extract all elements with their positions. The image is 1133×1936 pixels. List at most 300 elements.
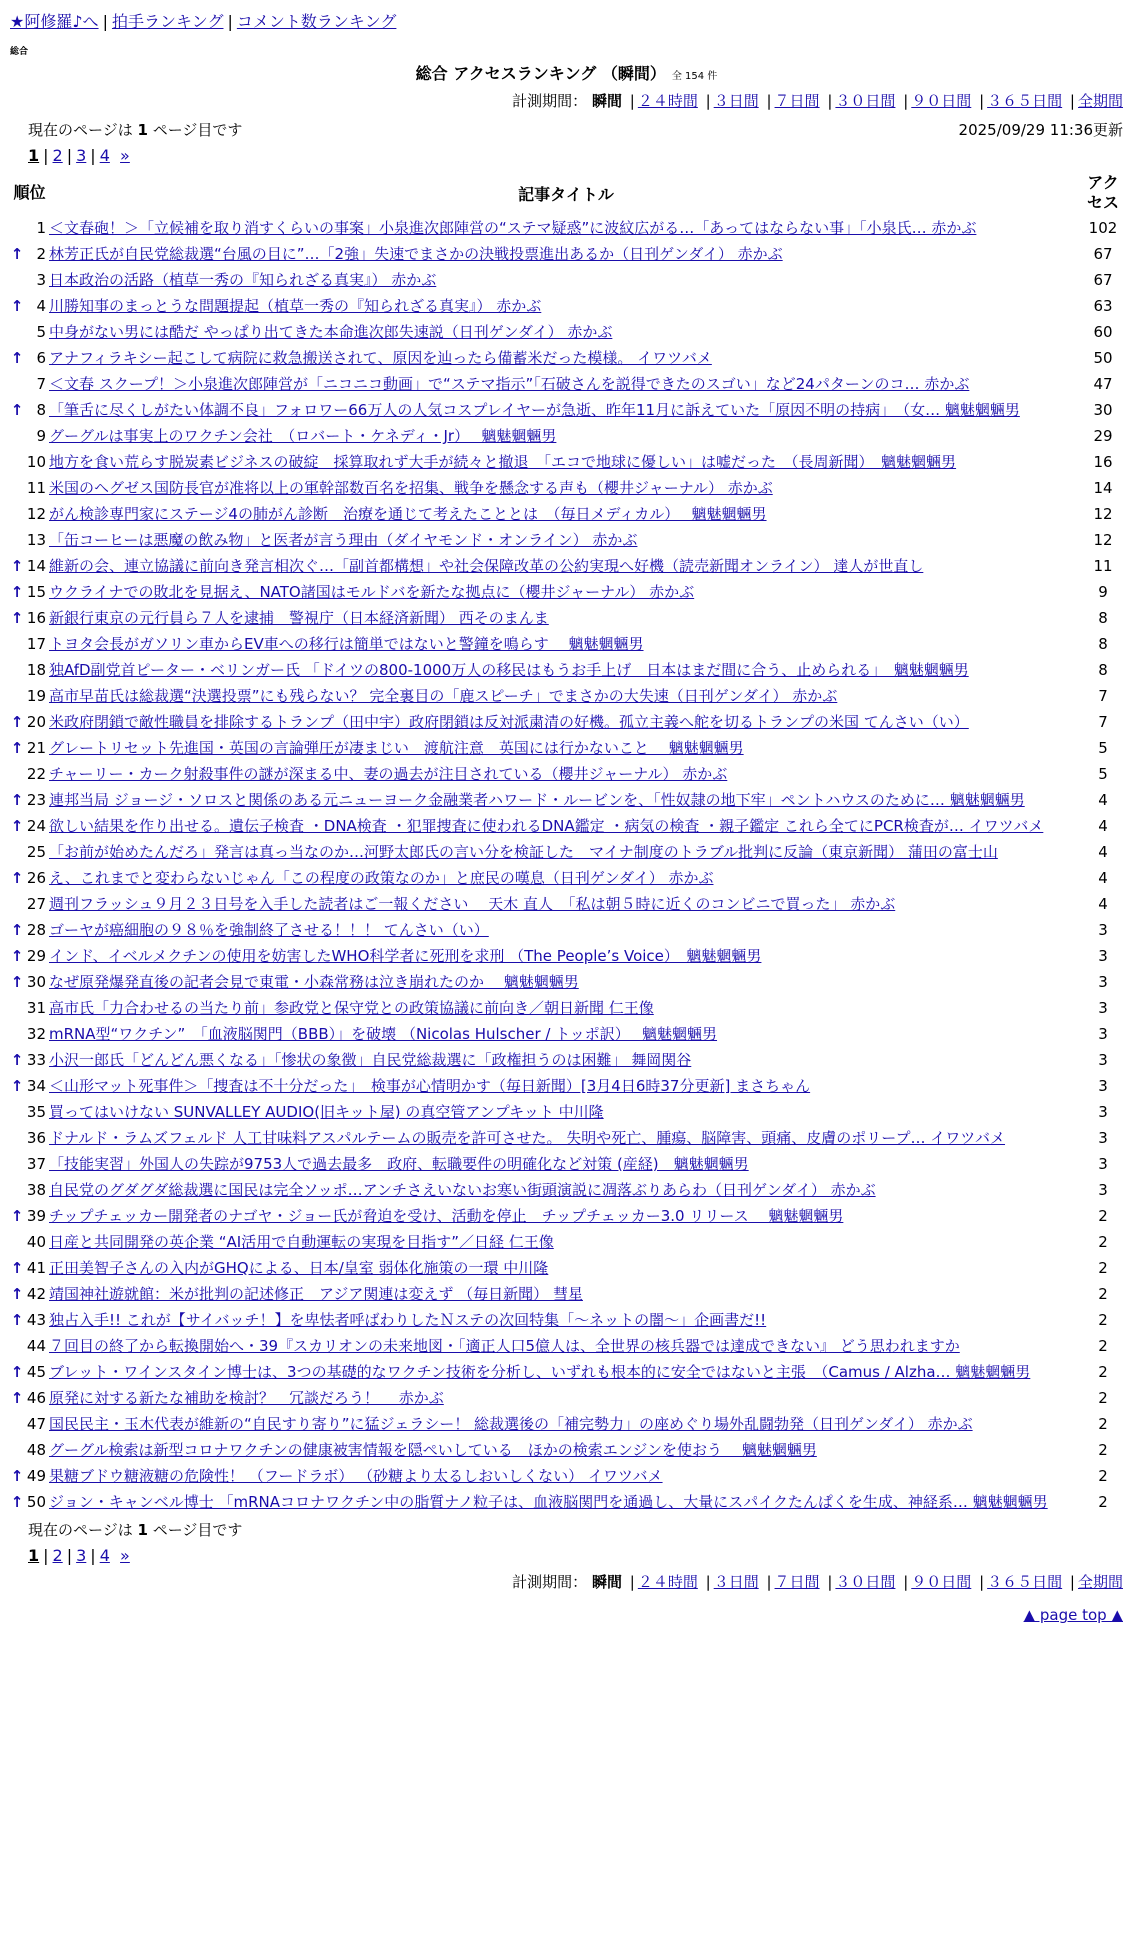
rank-change-cell — [10, 1489, 24, 1515]
article-link[interactable]: 正田美智子さんの入内がGHQによる、日本/皇室 弱体化施策の一環 中川隆 — [49, 1259, 549, 1277]
access-count: 4 — [1098, 791, 1108, 809]
rank-change-cell — [10, 241, 24, 267]
article-link[interactable]: 買ってはいけない SUNVALLEY AUDIO(旧キット屋) の真空管アンプキット 中川隆 — [49, 1103, 604, 1121]
article-link[interactable]: 米政府閉鎖で敵性職員を排除するトランプ（田中宇）政府閉鎖は反対派粛清の好機。孤立主義へ舵を切るトランプの米国 てんさい（い） — [49, 713, 969, 731]
rank-change-cell — [10, 683, 24, 709]
access-count: 3 — [1098, 921, 1108, 939]
article-title-cell — [49, 1359, 1083, 1385]
article-link[interactable]: 林芳正氏が自民党総裁選“台風の目に”…「2強」失速でまさかの決戦投票進出あるか（日刊ゲンダイ） 赤かぶ — [49, 245, 783, 263]
period-90d-link[interactable]: ９０日間 — [911, 92, 972, 110]
separator: | — [1069, 92, 1075, 110]
rank-change-cell — [10, 1229, 24, 1255]
rank-number: 34 — [26, 1077, 46, 1095]
access-count: 8 — [1098, 661, 1108, 679]
table-row — [10, 917, 1123, 943]
article-link[interactable]: 地方を食い荒らす脱炭素ビジネスの破綻 採算取れず大手が続々と撤退 「エコで地球に優しい」は嘘だった （長周新聞） 魑魅魍魎男 — [49, 453, 957, 471]
page-4-link[interactable]: 4 — [99, 146, 110, 165]
table-row — [10, 501, 1123, 527]
article-link[interactable]: チャーリー・カーク射殺事件の謎が深まる中、妻の過去が注目されている（櫻井ジャーナル） 赤かぶ — [49, 765, 728, 783]
access-count: 4 — [1098, 869, 1108, 887]
table-row — [10, 1229, 1123, 1255]
rank-change-cell — [10, 475, 24, 501]
access-count: 102 — [1088, 219, 1118, 237]
article-link[interactable]: ドナルド・ラムズフェルド 人工甘味料アスパルテームの販売を許可させた。 失明や死亡、腫瘍、脳障害、頭痛、皮膚のポリープ… イワツバメ — [49, 1129, 1006, 1147]
article-link[interactable]: 欲しい結果を作り出せる。遺伝子検査 ・DNA検査 ・犯罪捜査に使われるDNA鑑定 ・病気の検査 ・親子鑑定 これら全てにPCR検査が… イワツバメ — [49, 817, 1044, 835]
applause-ranking-link[interactable]: 拍手ランキング — [111, 12, 224, 31]
rank-change-cell — [10, 1255, 24, 1281]
table-row — [10, 1307, 1123, 1333]
rank-change-cell — [10, 943, 24, 969]
rank-number: 6 — [36, 349, 46, 367]
arrow-up-icon: ↑ — [10, 583, 24, 601]
rank-change-cell — [10, 917, 24, 943]
article-link[interactable]: mRNA型“ワクチン” 「血液脳関門（BBB）」を破壊 （Nicolas Hulscher / トッポ訳） 魑魅魍魎男 — [49, 1025, 718, 1043]
next-page-link[interactable]: » — [120, 1546, 130, 1565]
article-link[interactable]: 米国のヘグゼス国防長官が准将以上の軍幹部数百名を招集、戦争を懸念する声も（櫻井ジャーナル） 赤かぶ — [49, 479, 773, 497]
table-row — [10, 1489, 1123, 1515]
next-page-link[interactable]: » — [120, 146, 130, 165]
arrow-up-icon: ↑ — [10, 401, 24, 419]
article-link[interactable]: 国民民主・玉木代表が維新の“自民すり寄り”に猛ジェラシー！ 総裁選後の「補完勢力」の座めぐり場外乱闘勃発（日刊ゲンダイ） 赤かぶ — [49, 1415, 973, 1433]
article-title-cell — [49, 1021, 1083, 1047]
rank-number: 47 — [26, 1415, 46, 1433]
table-row — [10, 1463, 1123, 1489]
table-row — [10, 293, 1123, 319]
article-title-cell — [49, 1255, 1083, 1281]
table-row — [10, 1151, 1123, 1177]
access-count: 29 — [1093, 427, 1113, 445]
page-top-link[interactable]: ▲ page top ▲ — [1023, 1606, 1123, 1624]
title-header: 記事タイトル — [518, 184, 614, 204]
rank-number: 32 — [26, 1025, 46, 1043]
arrow-up-icon: ↑ — [10, 869, 24, 887]
access-count: 2 — [1098, 1363, 1108, 1381]
rank-change-cell — [10, 605, 24, 631]
rank-number: 27 — [26, 895, 46, 913]
arrow-up-icon: ↑ — [10, 1363, 24, 1381]
article-link[interactable]: ＜文春 スクープ！＞小泉進次郎陣営が「ニコニコ動画」で“ステマ指示”「石破さんを説得できたのスゴい」など24パターンのコ… 赤かぶ — [49, 375, 970, 393]
rank-change-cell — [10, 1151, 24, 1177]
rank-change-cell — [10, 709, 24, 735]
rank-change-cell — [10, 813, 24, 839]
total-count: 全 154 件 — [671, 71, 718, 82]
access-count: 4 — [1098, 895, 1108, 913]
article-link[interactable]: 「缶コーヒーは悪魔の飲み物」と医者が言う理由（ダイヤモンド・オンライン） 赤かぶ — [49, 531, 638, 549]
access-count: 67 — [1093, 245, 1113, 263]
article-link[interactable]: 連邦当局 ジョージ・ソロスと関係のある元ニューヨーク金融業者ハワード・ルービンを、「性奴隷の地下牢」ペントハウスのために… 魑魅魍魎男 — [49, 791, 1025, 809]
article-link[interactable]: 果糖ブドウ糖液糖の危険性！ （フードラボ） （砂糖より太るしおいしくない） イワツバメ — [49, 1467, 663, 1485]
rank-number: 16 — [26, 609, 46, 627]
rank-number: 13 — [26, 531, 46, 549]
current-page-info — [28, 1519, 242, 1540]
article-link[interactable]: 独占入手!! これが【サイバッチ！】を卑怯者呼ばわりしたＮステの次回特集「～ネットの闇～」企画書だ!! — [49, 1311, 767, 1329]
article-title-cell — [49, 215, 1083, 241]
rank-change-cell — [10, 1073, 24, 1099]
separator: | — [705, 1573, 711, 1591]
table-row — [10, 631, 1123, 657]
article-link[interactable]: がん検診専門家にステージ4の肺がん診断 治療を通じて考えたこととは （毎日メディカル） 魑魅魍魎男 — [49, 505, 767, 523]
article-link[interactable]: 川勝知事のまっとうな問題提起（植草一秀の『知られざる真実』） 赤かぶ — [49, 297, 542, 315]
access-count: 2 — [1098, 1389, 1108, 1407]
home-link[interactable]: ★阿修羅♪へ — [10, 12, 99, 31]
period-3d-link[interactable]: ３日間 — [713, 1573, 759, 1591]
article-link[interactable]: 新銀行東京の元行員ら７人を逮捕 警視庁（日本経済新聞） 西そのまんま — [49, 609, 549, 627]
separator: | — [766, 1573, 772, 1591]
table-row — [10, 1255, 1123, 1281]
table-row — [10, 475, 1123, 501]
article-link[interactable]: なぜ原発爆発直後の記者会見で東電・小森常務は泣き崩れたのか 魑魅魍魎男 — [49, 973, 579, 991]
rank-number: 2 — [36, 245, 46, 263]
access-count: 2 — [1098, 1493, 1108, 1511]
rank-change-cell — [10, 449, 24, 475]
article-title-cell — [49, 1333, 1083, 1359]
article-title-cell — [49, 1229, 1083, 1255]
separator: | — [1069, 1573, 1075, 1591]
rank-change-cell — [10, 501, 24, 527]
article-link[interactable]: ゴーヤが癌細胞の９８％を強制終了させる！！！ てんさい（い） — [49, 921, 489, 939]
period-7d-link[interactable]: ７日間 — [774, 1573, 820, 1591]
rank-change-cell — [10, 345, 24, 371]
arrow-up-icon: ↑ — [10, 973, 24, 991]
rank-change-cell — [10, 1307, 24, 1333]
table-row — [10, 787, 1123, 813]
article-title-cell — [49, 1073, 1083, 1099]
rank-change-cell — [10, 1203, 24, 1229]
article-link[interactable]: 日本政治の活路（植草一秀の『知られざる真実』） 赤かぶ — [49, 271, 437, 289]
rank-change-cell — [10, 267, 24, 293]
table-row — [10, 1333, 1123, 1359]
arrow-up-icon: ↑ — [10, 1285, 24, 1303]
rank-change-cell — [10, 397, 24, 423]
article-title-cell — [49, 761, 1083, 787]
period-90d-link[interactable]: ９０日間 — [911, 1573, 972, 1591]
access-count: 2 — [1098, 1337, 1108, 1355]
rank-change-cell — [10, 371, 24, 397]
page-2-link[interactable]: 2 — [52, 1546, 63, 1565]
arrow-up-icon: ↑ — [10, 713, 24, 731]
table-row — [10, 709, 1123, 735]
rank-number: 5 — [36, 323, 46, 341]
access-count: 2 — [1098, 1259, 1108, 1277]
period-label: 計測期間： — [512, 1573, 588, 1591]
access-count: 3 — [1098, 1129, 1108, 1147]
rank-number: 45 — [26, 1363, 46, 1381]
article-link[interactable]: ＜文春砲！＞「立候補を取り消すくらいの事案」小泉進次郎陣営の“ステマ疑惑”に波紋広がる…「あってはならない事」「小泉氏… 赤かぶ — [49, 219, 977, 237]
arrow-up-icon: ↑ — [10, 349, 24, 367]
rank-number: 43 — [26, 1311, 46, 1329]
rank-change-cell — [10, 579, 24, 605]
access-count: 50 — [1093, 349, 1113, 367]
article-link[interactable]: 自民党のグダグダ総裁選に国民は完全ソッポ…アンチさえいないお寒い街頭演説に凋落ぶりあらわ（日刊ゲンダイ） 赤かぶ — [49, 1181, 876, 1199]
period-24h-link[interactable]: ２４時間 — [637, 92, 698, 110]
access-count: 3 — [1098, 1155, 1108, 1173]
article-title-cell — [49, 423, 1083, 449]
article-title-cell — [49, 1177, 1083, 1203]
table-row — [10, 1281, 1123, 1307]
article-link[interactable]: トヨタ会長がガソリン車からEV車への移行は簡単ではないと警鐘を鳴らす 魑魅魍魎男 — [49, 635, 644, 653]
access-count: 12 — [1093, 531, 1113, 549]
arrow-up-icon: ↑ — [10, 739, 24, 757]
rank-change-cell — [10, 293, 24, 319]
rank-number: 37 — [26, 1155, 46, 1173]
period-selector-bottom — [10, 1571, 1123, 1592]
table-row — [10, 449, 1123, 475]
period-24h-link[interactable]: ２４時間 — [637, 1573, 698, 1591]
rank-number: 30 — [26, 973, 46, 991]
access-count: 2 — [1098, 1415, 1108, 1433]
article-link[interactable]: 「お前が始めたんだろ」発言は真っ当なのか…河野太郎氏の言い分を検証した マイナ制度のトラブル批判に反論（東京新聞） 蒲田の富士山 — [49, 843, 998, 861]
rank-number: 11 — [26, 479, 46, 497]
access-count: 2 — [1098, 1467, 1108, 1485]
table-row — [10, 319, 1123, 345]
table-row — [10, 1177, 1123, 1203]
table-row — [10, 761, 1123, 787]
page-prefix: 現在のページは — [28, 1521, 133, 1539]
rank-number: 9 — [36, 427, 46, 445]
rank-number: 3 — [36, 271, 46, 289]
rank-number: 25 — [26, 843, 46, 861]
separator: | — [102, 12, 108, 31]
rank-header: 順位 — [13, 183, 46, 202]
access-count: 12 — [1093, 505, 1113, 523]
article-link[interactable]: 維新の会、連立協議に前向き発言相次ぐ…「副首都構想」や社会保障改革の公約実現へ好機（読売新聞オンライン） 達人が世直し — [49, 557, 924, 575]
table-row — [10, 605, 1123, 631]
separator: | — [66, 146, 73, 165]
article-title-cell — [49, 501, 1083, 527]
rank-change-cell — [10, 1099, 24, 1125]
rank-number: 31 — [26, 999, 46, 1017]
article-title-cell — [49, 1099, 1083, 1125]
article-link[interactable]: 中身がない男には酷だ やっぱり出てきた本命進次郎失速説（日刊ゲンダイ） 赤かぶ — [49, 323, 613, 341]
updated-timestamp: 2025/09/29 11:36更新 — [958, 121, 1123, 139]
rank-change-cell — [10, 319, 24, 345]
article-link[interactable]: グーグル検索は新型コロナワクチンの健康被害情報を隠ぺいしている ほかの検索エンジンを使おう 魑魅魍魎男 — [49, 1441, 817, 1459]
access-count: 3 — [1098, 1077, 1108, 1095]
separator: | — [90, 146, 96, 165]
rank-change-cell — [10, 1385, 24, 1411]
access-count: 5 — [1098, 739, 1108, 757]
article-link[interactable]: 週刊フラッシュ９月２３日号を入手した読者はご一報ください 天木 直人 「私は朝５時に近くのコンビニで買った」 赤かぶ — [49, 895, 896, 913]
access-count: 8 — [1098, 635, 1108, 653]
table-row — [10, 371, 1123, 397]
access-count: 3 — [1098, 973, 1108, 991]
article-title-cell — [49, 1125, 1083, 1151]
article-link[interactable]: 「筆舌に尽くしがたい体調不良」フォロワー66万人の人気コスプレイヤーが急逝、昨年11月に訴えていた「原因不明の持病」 （女… 魑魅魍魎男 — [49, 401, 1020, 419]
article-link[interactable]: ジョン・キャンベル博士 「mRNAコロナワクチン中の脂質ナノ粒子は、血液脳関門を通過し、大量にスパイクたんぱくを生成、神経系… 魑魅魍魎男 — [49, 1493, 1048, 1511]
article-title-cell — [49, 683, 1083, 709]
article-link[interactable]: 靖国神社遊就館：米が批判の記述修正 アジア関連は変えず （毎日新聞） 彗星 — [49, 1285, 583, 1303]
period-3d-link[interactable]: ３日間 — [713, 92, 759, 110]
access-count: 2 — [1098, 1285, 1108, 1303]
article-link[interactable]: チップチェッカー開発者のナゴヤ・ジョー氏が脅迫を受け、活動を停止 チップチェッカー3.0 リリース 魑魅魍魎男 — [49, 1207, 844, 1225]
access-count: 3 — [1098, 1051, 1108, 1069]
rank-number: 44 — [26, 1337, 46, 1355]
article-title-cell — [49, 917, 1083, 943]
article-link[interactable]: インド、イベルメクチンの使用を妨害したWHO科学者に死刑を求刑 （The People’s Voice） 魑魅魍魎男 — [49, 947, 762, 965]
page-suffix: ページ目です — [152, 121, 243, 139]
article-title-cell — [49, 579, 1083, 605]
table-row — [10, 891, 1123, 917]
table-row — [10, 1385, 1123, 1411]
table-row — [10, 527, 1123, 553]
article-title-cell — [49, 241, 1083, 267]
access-count: 47 — [1093, 375, 1113, 393]
period-365d-link[interactable]: ３６５日間 — [987, 92, 1063, 110]
rank-change-cell — [10, 1411, 24, 1437]
period-all-link[interactable]: 全期間 — [1077, 92, 1123, 110]
arrow-up-icon: ↑ — [10, 1077, 24, 1095]
article-link[interactable]: アナフィラキシー起こして病院に救急搬送されて、原因を辿ったら備蓄米だった模様。 イワツバメ — [49, 349, 712, 367]
separator: | — [227, 12, 233, 31]
period-selector-top — [10, 90, 1123, 111]
access-count: 7 — [1098, 687, 1108, 705]
rank-number: 29 — [26, 947, 46, 965]
rank-number: 49 — [26, 1467, 46, 1485]
article-title-cell — [49, 449, 1083, 475]
comment-ranking-link[interactable]: コメント数ランキング — [236, 12, 397, 31]
table-row — [10, 1021, 1123, 1047]
table-row — [10, 839, 1123, 865]
rank-number: 18 — [26, 661, 46, 679]
article-title-cell — [49, 1411, 1083, 1437]
rank-number: 7 — [36, 375, 46, 393]
rank-change-cell — [10, 1463, 24, 1489]
page-3-link[interactable]: 3 — [76, 1546, 87, 1565]
article-title-cell — [49, 267, 1083, 293]
rank-change-cell — [10, 995, 24, 1021]
article-link[interactable]: 独AfD副党首ピーター・ベリンガー氏 「ドイツの800-1000万人の移民はもうお手上げ 日本はまだ間に合う、止められる」 魑魅魍魎男 — [49, 661, 969, 679]
access-count: 3 — [1098, 1025, 1108, 1043]
article-link[interactable]: 小沢一郎氏「どんどん悪くなる」「惨状の象徴」自民党総裁選に「政権担うのは困難」 舞岡関谷 — [49, 1051, 692, 1069]
page-title-text: 総合 アクセスランキング （瞬間） — [415, 64, 666, 83]
article-link[interactable]: グーグルは事実上のワクチン会社 （ロバート・ケネディ・Jr） 魑魅魍魎男 — [49, 427, 557, 445]
access-count: 3 — [1098, 1103, 1108, 1121]
access-count: 8 — [1098, 609, 1108, 627]
table-row — [10, 241, 1123, 267]
page-title — [10, 61, 1123, 84]
article-title-cell — [49, 1203, 1083, 1229]
article-title-cell — [49, 605, 1083, 631]
table-row — [10, 683, 1123, 709]
pagination-bottom — [28, 1546, 1123, 1565]
rank-change-cell — [10, 1333, 24, 1359]
article-title-cell — [49, 709, 1083, 735]
rank-change-cell — [10, 1437, 24, 1463]
article-title-cell — [49, 1047, 1083, 1073]
arrow-up-icon: ↑ — [10, 1389, 24, 1407]
article-link[interactable]: 高市氏「力合わせるの当たり前」参政党と保守党との政策協議に前向き／朝日新聞 仁王像 — [49, 999, 654, 1017]
rank-change-cell — [10, 1047, 24, 1073]
article-link[interactable]: グレートリセット先進国・英国の言論弾圧が凄まじい 渡航注意 英国には行かないこと 魑魅魍魎男 — [49, 739, 744, 757]
rank-number: 40 — [26, 1233, 46, 1251]
article-title-cell — [49, 995, 1083, 1021]
article-title-cell — [49, 1385, 1083, 1411]
article-link[interactable]: 「技能実習」外国人の失踪が9753人で過去最多 政府、転職要件の明確化など対策 (産経) 魑魅魍魎男 — [49, 1155, 749, 1173]
arrow-up-icon: ↑ — [10, 1207, 24, 1225]
page-3-link[interactable]: 3 — [76, 146, 87, 165]
article-link[interactable]: ７回目の終了から転換開始へ・39『スカリオンの未来地図・「適正人口5億人は、全世界の核兵器では達成できない』 どう思われますか — [49, 1337, 960, 1355]
period-current: 瞬間 — [591, 92, 622, 110]
article-title-cell — [49, 1463, 1083, 1489]
article-title-cell — [49, 371, 1083, 397]
period-30d-link[interactable]: ３０日間 — [835, 1573, 896, 1591]
arrow-up-icon: ↑ — [10, 1051, 24, 1069]
article-link[interactable]: ウクライナでの敗北を見据え、NATO諸国はモルドバを新たな拠点に（櫻井ジャーナル） 赤かぶ — [49, 583, 695, 601]
page-prefix: 現在のページは — [28, 121, 133, 139]
table-row — [10, 553, 1123, 579]
period-all-link[interactable]: 全期間 — [1077, 1573, 1123, 1591]
article-link[interactable]: 高市早苗氏は総裁選“決選投票”にも残らない？ 完全裏目の「鹿スピーチ」でまさかの大失速（日刊ゲンダイ） 赤かぶ — [49, 687, 838, 705]
table-row — [10, 579, 1123, 605]
page-current: 1 — [28, 1546, 40, 1565]
article-title-cell — [49, 1281, 1083, 1307]
rank-change-cell — [10, 787, 24, 813]
article-link[interactable]: 原発に対する新たな補助を検討？ 冗談だろう！ 赤かぶ — [49, 1389, 444, 1407]
access-count: 9 — [1098, 583, 1108, 601]
rank-change-cell — [10, 1281, 24, 1307]
separator: | — [766, 92, 772, 110]
page-top — [10, 1606, 1123, 1624]
article-title-cell — [49, 891, 1083, 917]
arrow-up-icon: ↑ — [10, 609, 24, 627]
rank-change-cell — [10, 215, 24, 241]
page-2-link[interactable]: 2 — [52, 146, 63, 165]
article-link[interactable]: え、これまでと変わらないじゃん「この程度の政策なのか」と庶民の嘆息（日刊ゲンダイ） 赤かぶ — [49, 869, 714, 887]
article-title-cell — [49, 657, 1083, 683]
article-link[interactable]: 日産と共同開発の英企業 “AI活用で自動運転の実現を目指す”／日経 仁王像 — [49, 1233, 554, 1251]
access-count: 3 — [1098, 1181, 1108, 1199]
table-row — [10, 943, 1123, 969]
arrow-up-icon: ↑ — [10, 1259, 24, 1277]
separator: | — [43, 1546, 49, 1565]
access-count: 3 — [1098, 947, 1108, 965]
article-title-cell — [49, 1437, 1083, 1463]
article-link[interactable]: ＜山形マット死事件＞「捜査は不十分だった」 検事が心情明かす（毎日新聞）[3月4日6時37分更新] まさちゃん — [49, 1077, 811, 1095]
article-title-cell — [49, 293, 1083, 319]
separator: | — [90, 1546, 96, 1565]
rank-number: 15 — [26, 583, 46, 601]
article-title-cell — [49, 1151, 1083, 1177]
article-title-cell — [49, 969, 1083, 995]
separator: | — [66, 1546, 73, 1565]
article-link[interactable]: ブレット・ワインスタイン博士は、3つの基礎的なワクチン技術を分析し、いずれも根本的に安全ではないと主張 （Camus / Alzha… 魑魅魍魎男 — [49, 1363, 1031, 1381]
period-30d-link[interactable]: ３０日間 — [835, 92, 896, 110]
period-365d-link[interactable]: ３６５日間 — [987, 1573, 1063, 1591]
rank-number: 26 — [26, 869, 46, 887]
table-row — [10, 995, 1123, 1021]
table-row — [10, 267, 1123, 293]
article-title-cell — [49, 527, 1083, 553]
rank-number: 50 — [26, 1493, 46, 1511]
arrow-up-icon: ↑ — [10, 557, 24, 575]
access-count: 4 — [1098, 843, 1108, 861]
period-current: 瞬間 — [591, 1573, 622, 1591]
period-7d-link[interactable]: ７日間 — [774, 92, 820, 110]
rank-number: 46 — [26, 1389, 46, 1407]
rank-change-cell — [10, 1359, 24, 1385]
article-title-cell — [49, 943, 1083, 969]
access-count: 7 — [1098, 713, 1108, 731]
table-row — [10, 1437, 1123, 1463]
rank-number: 35 — [26, 1103, 46, 1121]
page-number: 1 — [137, 121, 148, 139]
table-row — [10, 1125, 1123, 1151]
table-row — [10, 813, 1123, 839]
access-count: 11 — [1093, 557, 1113, 575]
page-4-link[interactable]: 4 — [99, 1546, 110, 1565]
table-row — [10, 1203, 1123, 1229]
access-count: 2 — [1098, 1207, 1108, 1225]
